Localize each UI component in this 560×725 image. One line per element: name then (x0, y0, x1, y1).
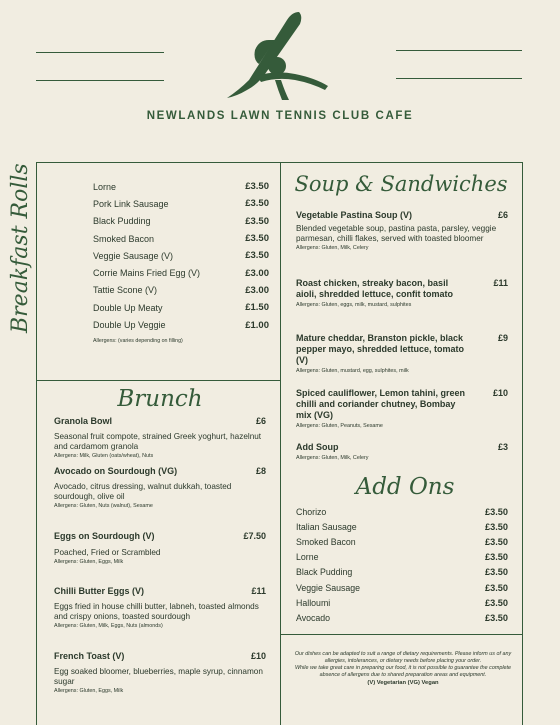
list-item: Chorizo £3.50 (296, 506, 508, 517)
menu-item: Add Soup £3 Allergens: Gluten, Milk, Celery (296, 442, 508, 461)
list-item: Veggie Sausage (V) £3.50 (93, 250, 269, 262)
add-ons-heading: Add Ons (355, 474, 455, 500)
decorative-line (36, 52, 164, 53)
list-item: Pork Link Sausage £3.50 (93, 198, 269, 210)
soup-sandwiches-heading: Soup & Sandwiches (294, 172, 508, 196)
list-item: Veggie Sausage £3.50 (296, 582, 508, 593)
breakfast-rolls-allergens: Allergens: (varies depending on filling) (93, 338, 183, 344)
decorative-line (396, 50, 522, 51)
list-item: Italian Sausage £3.50 (296, 521, 508, 532)
decorative-line (36, 80, 164, 81)
menu-item: French Toast (V) £10 Egg soaked bloomer, blueberries, maple syrup, cinnamon sugar Allergens: Gluten, Eggs, Milk (54, 651, 266, 695)
list-item: Lorne £3.50 (296, 552, 508, 563)
menu-item: Spiced cauliflower, Lemon tahini, green chilli and coriander chutney, Bombay mix (VG) £10 Allergens: Gluten, Peanuts, Sesame (296, 388, 508, 429)
menu-item: Mature cheddar, Branston pickle, black pepper mayo, shredded lettuce, tomato (V) £9 Allergens: Gluten, mustard, egg, sulphites, milk (296, 333, 508, 374)
list-item: Black Pudding £3.50 (296, 567, 508, 578)
dietary-legend: (V) Vegetarian (VG) Vegan (367, 680, 439, 686)
menu-item: Chilli Butter Eggs (V) £11 Eggs fried in house chilli butter, labneh, toasted almonds and crispy onions, toasted sourdough Allergens: Gluten, Milk, Eggs, Nuts (almonds) (54, 586, 266, 630)
list-item: Halloumi £3.50 (296, 597, 508, 608)
column-divider (280, 162, 281, 725)
list-item: Corrie Mains Fried Egg (V) £3.00 (93, 267, 269, 279)
list-item: Double Up Meaty £1.50 (93, 302, 269, 314)
brunch-heading: Brunch (117, 386, 203, 412)
club-title: NEWLANDS LAWN TENNIS CLUB CAFE (146, 110, 414, 122)
dietary-footnote: Our dishes can be adapted to suit a range of dietary requirements. Please inform us of any allergies, intolerances, or dietary needs before placing your order. While we take great care in preparing our food, it is not possible to guarantee the complete absence of allergens due to shared preparation areas and equipment. (V) Vegetarian (VG) Vegan (292, 651, 514, 687)
list-item: Lorne £3.50 (93, 181, 269, 193)
list-item: Black Pudding £3.50 (93, 215, 269, 227)
menu-item: Roast chicken, streaky bacon, basil aioli, shredded lettuce, confit tomato £11 Allergens: Gluten, eggs, milk, mustard, sulphites (296, 278, 508, 308)
breakfast-rolls-list (93, 178, 269, 334)
menu-item: Granola Bowl £6 Seasonal fruit compote, strained Greek yoghurt, hazelnut and cardamom granola Allergens: Milk, Gluten (oats/wheat), Nuts (54, 416, 266, 460)
list-item: Smoked Bacon £3.50 (93, 233, 269, 245)
decorative-line (396, 78, 522, 79)
section-divider (36, 380, 281, 381)
list-item: Tattie Scone (V) £3.00 (93, 284, 269, 296)
menu-item: Avocado on Sourdough (VG) £8 Avocado, citrus dressing, walnut dukkah, toasted sourdough, olive oil Allergens: Gluten, Nuts (walnut), Sesame (54, 466, 266, 510)
tennis-racket-logo (225, 10, 330, 102)
add-ons-list (296, 504, 508, 626)
section-divider (280, 634, 523, 635)
list-item: Avocado £3.50 (296, 612, 508, 623)
menu-item: Eggs on Sourdough (V) £7.50 Poached, Fried or Scrambled Allergens: Gluten, Eggs, Milk (54, 531, 266, 566)
list-item: Smoked Bacon £3.50 (296, 536, 508, 547)
breakfast-rolls-heading: Breakfast Rolls (8, 163, 33, 333)
list-item: Double Up Veggie £1.00 (93, 319, 269, 331)
menu-item: Vegetable Pastina Soup (V) £6 Blended vegetable soup, pastina pasta, parsley, veggie parmesan, chilli flakes, served with toasted bloomer Allergens: Gluten, Milk, Celery (296, 210, 508, 252)
